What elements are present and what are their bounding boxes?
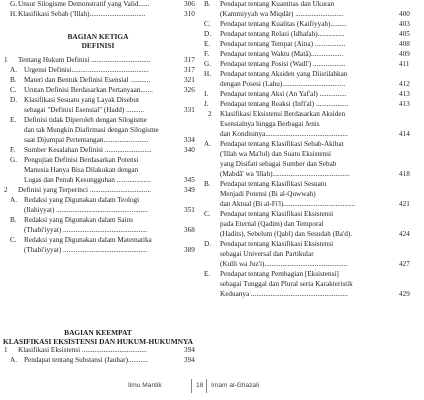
toc-entry-title: sebagai "Definisi Esensial" (Hadd) .......... (24, 106, 145, 114)
toc-entry-label: G. (10, 0, 17, 8)
toc-entry-title: Lugas dan Penuh Kesungguhan ................... (24, 176, 151, 184)
toc-entry-label: 1 (4, 56, 8, 64)
toc-entry-page-number: 408 (399, 40, 410, 48)
toc-entry-title: Pendapat tentang Pembagian [Eksistensi] (220, 270, 339, 278)
toc-entry-title: yang Disifati sebagai Sumber dan Sebab (220, 160, 337, 168)
toc-entry-title: Materi dan Bentuk Definisi Esensial ........... (24, 76, 151, 84)
toc-entry-title: Pendapat tentang Reaksi (Infi'al) .................. (220, 100, 349, 108)
toc-entry-label: A. (10, 196, 17, 204)
toc-entry-title: Pendapat tentang Klasifikasi Sesuatu (220, 180, 327, 188)
toc-entry-page-number: 317 (184, 66, 195, 74)
toc-entry-title: Unsur Silogisme Demonstratif yang Valid...... (18, 0, 150, 8)
toc-entry-title: Pendapat tentang Klasifikasi Eksistensi (220, 240, 334, 248)
toc-entry-title: Klasifikasi Eksistensi .................................... (18, 346, 147, 354)
toc-entry-label: D. (204, 240, 211, 248)
toc-entry-label: F. (10, 146, 16, 154)
part-four-subtitle: KLASIFIKASI EKSISTENSI DAN HUKUM-HUKUMNYA (2, 337, 194, 347)
toc-entry-page-number: 321 (184, 76, 195, 84)
toc-entry-page-number: 413 (399, 90, 410, 98)
toc-entry-label: H. (204, 70, 211, 78)
toc-entry-title: Pendapat tentang Klasifikasi Eksistensi (220, 210, 334, 218)
toc-entry-label: B. (10, 76, 17, 84)
toc-entry-title: Esensialnya hingga Berbagai Jenis (220, 120, 320, 128)
toc-entry-page-number: 334 (184, 136, 195, 144)
toc-entry-title: Redaksi yang Digunakan dalam Sains (24, 216, 133, 224)
toc-entry-label: C. (10, 236, 17, 244)
toc-entry-title: Pendapat tentang Klasifikasi Sebab-Akibat (220, 140, 344, 148)
toc-entry-label: B. (204, 180, 211, 188)
toc-entry-page-number: 368 (184, 226, 195, 234)
footer-divider-right (206, 379, 207, 393)
toc-entry-title: Pendapat tentang Aksi (An Yaf'al) ............... (220, 90, 347, 98)
toc-entry-title: Pendapat tentang Waktu (Matâ).................. (220, 50, 344, 58)
toc-entry-label: B. (204, 0, 211, 8)
toc-entry-title: Urutan Definisi Berdasarkan Pertanyaan....... (24, 86, 153, 94)
toc-entry-label: G. (10, 156, 17, 164)
toc-entry-label: C. (204, 20, 211, 28)
toc-entry-label: 2 (208, 110, 212, 118)
toc-entry-title: Urgensi Definisi........................................... (24, 66, 149, 74)
toc-entry-title: Pendapat tentang Posisi (Wadl') .................. (220, 60, 346, 68)
toc-entry-title: Pengujian Definisi Berdasarkan Potensi (24, 156, 139, 164)
toc-entry-label: I. (204, 90, 209, 98)
toc-entry-label: J. (204, 100, 209, 108)
toc-entry-page-number: 331 (184, 106, 195, 114)
footer-author: Imam al-Ghazali (211, 382, 260, 389)
part-three-title: BAGIAN KETIGA (67, 32, 129, 41)
toc-entry-label: 1 (4, 346, 8, 354)
toc-entry-label: H. (10, 10, 17, 18)
toc-entry-title: Klasifikasi Eksistensi Berdasarkan Aksiden (220, 110, 346, 118)
toc-entry-page-number: 394 (184, 346, 195, 354)
toc-entry-title: Menjadi Potensi (Bi al-Quwwah) (220, 190, 316, 198)
toc-entry-title: (Ilahiyyat) ................................................... (24, 206, 148, 214)
toc-entry-title: Keduanya ...................................................... (220, 290, 348, 298)
toc-entry-label: D. (10, 96, 17, 104)
toc-entry-title: pada Eternal (Qadim) dan Temporal (220, 220, 324, 228)
toc-entry-title: (Kulli wa Juz'i).............................................. (220, 260, 348, 268)
toc-entry-page-number: 306 (184, 0, 195, 8)
toc-entry-page-number: 340 (184, 146, 195, 154)
toc-entry-page-number: 317 (184, 56, 195, 64)
toc-entry-label: F. (204, 50, 210, 58)
toc-entry-title: Klasifikasi Sebab ('Illah)............................... (18, 10, 146, 18)
toc-entry-title: Definisi tidak Diperoleh dengan Silogisme (24, 116, 147, 124)
toc-entry-label: B. (10, 216, 17, 224)
toc-entry-label: A. (10, 356, 17, 364)
page-footer (0, 379, 400, 393)
toc-entry-title: Pendapat tentang Substansi (Jauhar)........... (24, 356, 148, 364)
toc-entry-page-number: 429 (399, 290, 410, 298)
toc-entry-title: (Mabdâ' wa 'Illah)........................................... (220, 170, 350, 178)
toc-entry-label: E. (10, 116, 17, 124)
toc-entry-title: Pendapat tentang Tempat (Aina) ................. (220, 40, 346, 48)
toc-entry-page-number: 400 (399, 10, 410, 18)
toc-entry-label: G. (204, 60, 211, 68)
toc-entry-label: 2 (4, 186, 8, 194)
footer-page-number: 18 (196, 382, 204, 389)
toc-entry-title: Pendapat tentang Relasi (Idhafah)............... (220, 30, 345, 38)
toc-entry-title: Tentang Hukum Definisi ................................. (18, 56, 151, 64)
toc-entry-page-number: 345 (184, 176, 195, 184)
toc-entry-label: E. (204, 40, 211, 48)
part-three-subtitle: DEFINISI (81, 41, 115, 51)
toc-entry-page-number: 351 (184, 206, 195, 214)
toc-entry-title: Klasifikasi Sesuatu yang Layak Disebut (24, 96, 139, 104)
toc-entry-title: dan Kondisinya.............................................. (220, 130, 348, 138)
toc-entry-label: C. (204, 210, 211, 218)
toc-entry-title: sebagai Tunggal dan Plural serta Karakteristik (220, 280, 353, 288)
toc-entry-page-number: 421 (399, 200, 410, 208)
toc-entry-title: (Kammiyyah wa Miqdâr) ........................... (220, 10, 344, 18)
toc-entry-title: Manusia Hanya Bisa Dilakukan dengan (24, 166, 139, 174)
toc-entry-page-number: 310 (184, 10, 195, 18)
toc-entry-page-number: 414 (399, 130, 410, 138)
toc-entry-page-number: 424 (399, 230, 410, 238)
toc-entry-title: Pendapat tentang Aksiden yang Diistilahkan (220, 70, 348, 78)
toc-entry-page-number: 427 (399, 260, 410, 268)
toc-entry-title: Pendapat tentang Kualitas (Kaifiyyah)......... (220, 20, 347, 28)
toc-entry-title: (Hadits), Sebelum (Qabl) dan Sesudah (Ba'd). (220, 230, 353, 238)
toc-entry-title: dengan Posesi (Lahu)................................... (220, 80, 346, 88)
toc-entry-title: (Thabi'iyyat) ............................................... (24, 226, 148, 234)
toc-entry-page-number: 349 (184, 186, 195, 194)
toc-entry-page-number: 413 (399, 100, 410, 108)
toc-entry-title: saat Dijumpai Pertentangan......................... (24, 136, 149, 144)
toc-entry-title: Redaksi yang Digunakan dalam Matematika (24, 236, 152, 244)
part-four-title: BAGIAN KEEMPAT (64, 328, 132, 337)
toc-entry-page-number: 326 (184, 86, 195, 94)
toc-entry-page-number: 405 (399, 30, 410, 38)
toc-entry-page-number: 418 (399, 170, 410, 178)
toc-entry-title: Pendapat tentang Kuantitas dan Ukuran (220, 0, 335, 8)
toc-entry-label: C. (10, 86, 17, 94)
toc-entry-title: dan Aktual (Bi al-Fi'l)........................................ (220, 200, 356, 208)
toc-entry-title: sebagai Universal dan Partikular (220, 250, 314, 258)
toc-entry-page-number: 394 (184, 356, 195, 364)
section-heading-part-four (0, 328, 196, 347)
toc-entry-title: (Thabi'iyyat) ............................................... (24, 246, 148, 254)
toc-entry-title: dan tak Mungkin Diafirmasi dengan Silogisme (24, 126, 159, 134)
toc-entry-title: Definisi yang Terperinci .................................. (18, 186, 151, 194)
footer-book-title: Ilmu Mantik (128, 382, 162, 389)
toc-entry-title: Sumber Kesalahan Definisi .......................... (24, 146, 152, 154)
toc-entry-title: ('Illah wa Ma'lul) dan Suatu Eksistensi (220, 150, 331, 158)
toc-entry-label: D. (204, 30, 211, 38)
toc-entry-page-number: 409 (399, 50, 410, 58)
toc-entry-label: A. (10, 66, 17, 74)
toc-entry-page-number: 389 (184, 246, 195, 254)
toc-entry-label: E. (204, 270, 211, 278)
footer-divider-left (191, 379, 192, 393)
toc-entry-label: A. (204, 140, 211, 148)
toc-entry-title: Redaksi yang Digunakan dalam Teologi (24, 196, 140, 204)
toc-entry-page-number: 403 (399, 20, 410, 28)
section-heading-part-three (0, 32, 196, 51)
toc-entry-page-number: 411 (399, 60, 410, 68)
toc-entry-page-number: 412 (399, 80, 410, 88)
